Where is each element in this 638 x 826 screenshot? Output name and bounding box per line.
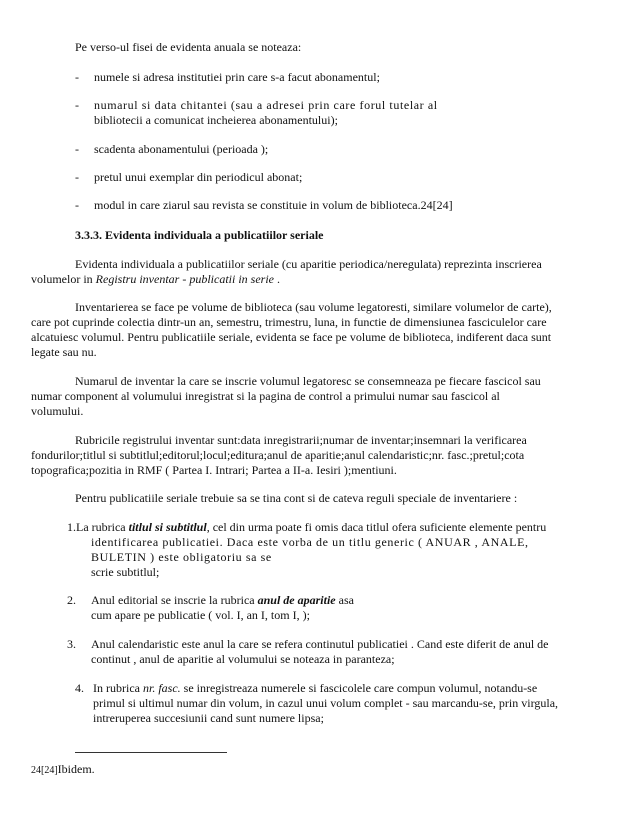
paragraph-line: alcatuiesc volumul. Pentru publicatiile seriale, evidenta se face pe volume de biblioteca, indiferent daca sunt — [31, 330, 552, 344]
text-run: asa — [335, 593, 354, 607]
rule-item-cont: BULETIN ) este obligatoriu sa se — [91, 550, 272, 564]
footnote — [31, 762, 95, 779]
bullet-dash: - — [75, 98, 79, 112]
footnote-number: 24[24] — [31, 765, 58, 776]
bullet-dash: - — [75, 198, 79, 212]
paragraph-line: Evidenta individuala a publicatiilor seriale (cu aparitie periodica/neregulata) reprezinta inscrierea — [75, 257, 542, 271]
paragraph-line: Numarul de inventar la care se inscrie volumul legatoresc se consemneaza pe fiecare fascicol sau — [75, 374, 541, 388]
bullet-dash: - — [75, 142, 79, 156]
intro-text: Pe verso-ul fisei de evidenta anuala se noteaza: — [75, 40, 302, 54]
rule-item — [91, 593, 354, 609]
field-name: nr. fasc. — [142, 681, 181, 695]
paragraph-line: numar component al volumului inregistrat si la pagina de control a primului numar sau fascicol al — [31, 389, 500, 403]
paragraph-line — [31, 272, 280, 288]
paragraph-line: Rubricile registrului inventar sunt:data inregistrarii;numar de inventar;insemnari la verificarea — [75, 433, 527, 447]
rule-number: 3. — [67, 637, 76, 651]
text-run: . — [273, 272, 280, 286]
rule-item — [67, 520, 546, 536]
rule-number: 4. — [75, 681, 84, 695]
rule-item-cont: continut , anul de aparitie al volumului se noteaza in paranteza; — [91, 652, 395, 666]
text-run: volumelor in — [31, 272, 96, 286]
section-heading: 3.3.3. Evidenta individuala a publicatiilor seriale — [75, 228, 324, 242]
text-run: , cel din urma poate fi omis daca titlul ofera suficiente elemente pentru — [206, 520, 547, 534]
rule-item: Anul calendaristic este anul la care se refera continutul publicatiei . Cand este diferit de anul de — [91, 637, 549, 651]
rule-item-cont: identificarea publicatiei. Daca este vorba de un titlu generic ( ANUAR , ANALE, — [91, 535, 529, 549]
bullet-item: numele si adresa institutiei prin care s-a facut abonamentul; — [94, 70, 380, 84]
rule-item — [93, 681, 537, 697]
rule-item-cont: primul si ultimul numar din volum, in cazul unui volum complet - sau marcandu-se, prin virgula, — [93, 696, 559, 710]
bullet-item: modul in care ziarul sau revista se constituie in volum de biblioteca.24[24] — [94, 198, 453, 212]
paragraph-line: fondurilor;titlul si subtitlul;editorul;locul;editura;anul de aparitie;anul calendaristic;nr. fasc.;pretul;cota — [31, 448, 525, 462]
paragraph-line: volumului. — [31, 404, 84, 418]
footnote-text: Ibidem. — [57, 762, 95, 776]
bullet-item: numarul si data chitantei (sau a adresei prin care forul tutelar al — [94, 98, 438, 112]
text-run: Anul editorial se inscrie la rubrica — [91, 593, 258, 607]
bullet-dash: - — [75, 170, 79, 184]
field-name: anul de aparitie — [257, 593, 336, 607]
bullet-item: scadenta abonamentului (perioada ); — [94, 142, 269, 156]
bullet-item: pretul unui exemplar din periodicul abonat; — [94, 170, 303, 184]
field-name: titlul si subtitlul — [128, 520, 207, 534]
rule-number: 2. — [67, 593, 76, 607]
paragraph-line: Pentru publicatiile seriale trebuie sa se tina cont si de cateva reguli speciale de inventariere : — [75, 491, 518, 505]
rule-item-cont: intreruperea succesiunii cand sunt numere lipsa; — [93, 711, 324, 725]
paragraph-line: legate sau nu. — [31, 345, 97, 359]
paragraph-line: care pot cuprinde colectia dintr-un an, semestru, trimestru, luna, in functie de dimensiunea fasciculelor care — [31, 315, 547, 329]
rule-item-cont: scrie subtitlul; — [91, 565, 160, 579]
paragraph-line: Inventarierea se face pe volume de biblioteca (sau volume legatoresti, similare volumelor de carte), — [75, 300, 552, 314]
rule-item-cont: cum apare pe publicatie ( vol. I, an I, tom I, ); — [91, 608, 310, 622]
bullet-item-cont: bibliotecii a comunicat incheierea abonamentului); — [94, 113, 338, 127]
text-run: se inregistreaza numerele si fascicolele care compun volumul, notandu-se — [180, 681, 538, 695]
text-run: In rubrica — [93, 681, 143, 695]
bullet-dash: - — [75, 70, 79, 84]
footnote-separator — [75, 752, 227, 753]
text-run: 1.La rubrica — [67, 520, 129, 534]
register-title: Registru inventar - publicatii in serie — [95, 272, 274, 286]
paragraph-line: topografica;pozitia in RMF ( Partea I. Intrari; Partea a II-a. Iesiri );mentiuni. — [31, 463, 397, 477]
